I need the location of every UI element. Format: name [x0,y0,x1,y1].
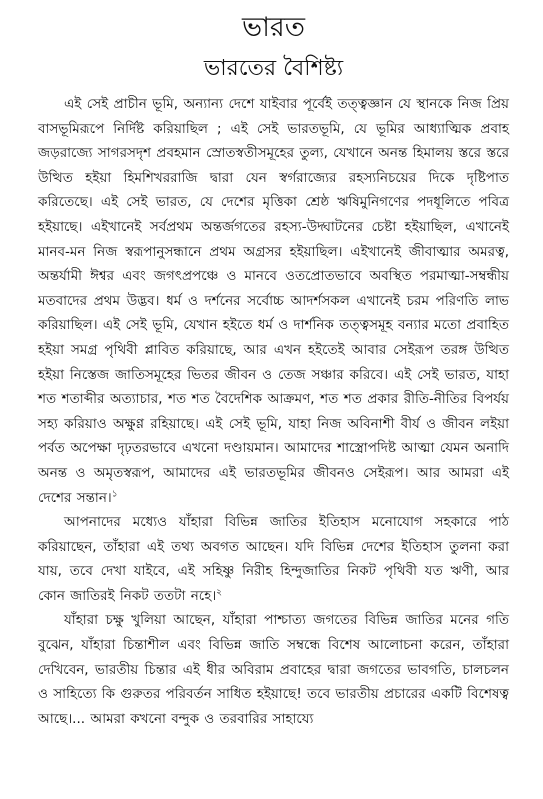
paragraph-text: এই সেই প্রাচীন ভূমি, অন্যান্য দেশে যাইবার পূর্বেই তত্ত্বজ্ঞান যে স্থানকে নিজ প্রিয় বাসভূমিরূপে নির্দিষ্ট করিয়াছিল ; এই সেই ভারতভূমি, যে ভূমির আধ্যাত্মিক প্রবাহ জড়রাজ্যে সাগরসদৃশ প্রবহমান স্রোতস্বতীসমূহের তুল্য, যেখানে অনন্ত হিমালয় স্তরে স্তরে উত্থিত হইয়া হিমশিখররাজি দ্বারা যেন স্বর্গরাজ্যের রহস্যনিচয়ের দিকে দৃষ্টিপাত করিতেছে। এই সেই ভারত, যে দেশের মৃত্তিকা শ্রেষ্ঠ ঋষিমুনিগণের পদধূলিতে পবিত্র হইয়াছে। এইখানেই সর্বপ্রথম অন্তর্জগতের রহস্য-উদ্ঘাটনের চেষ্টা হইয়াছিল, এখানেই মানব-মন নিজ স্বরূপানুসন্ধানে প্রথম অগ্রসর হইয়াছিল। এইখানেই জীবাত্মার অমরত্ব, অন্তর্যামী ঈশ্বর এবং জগৎপ্রপঞ্চে ও মানবে ওতপ্রোতভাবে অবস্থিত পরমাত্মা-সম্বন্ধীয় মতবাদের প্রথম উদ্ভব। ধর্ম ও দর্শনের সর্বোচ্চ আদর্শসকল এখানেই চরম পরিণতি লাভ করিয়াছিল। এই সেই ভূমি, যেখান হইতে ধর্ম ও দার্শনিক তত্ত্বসমূহ বন্যার মতো প্রবাহিত হইয়া সমগ্র পৃথিবী প্লাবিত করিয়াছে, আর এখন হইতেই আবার সেইরূপ তরঙ্গ উত্থিত হইয়া নিস্তেজ জাতিসমূহের ভিতর জীবন ও তেজ সঞ্চার করিবে। এই সেই ভারত, যাহা শত শতাব্দীর অত্যাচার, শত শত বৈদেশিক আক্রমণ, শত শত প্রকার রীতি-নীতির বিপর্যয় সহ্য করিয়াও অক্ষুণ্ণ রহিয়াছে। এই সেই ভূমি, যাহা নিজ অবিনাশী বীর্য ও জীবন লইয়া পর্বত অপেক্ষা দৃঢ়তরভাবে এখনো দণ্ডায়মান। আমাদের শাস্ত্রোপদিষ্ট আত্মা যেমন অনাদি অনন্ত ও অমৃতস্বরূপ, আমাদের এই ভারতভূমির জীবনও সেইরূপ। আর আমরা এই দেশের সন্তান। [38,96,509,506]
section-title: ভারতের বৈশিষ্ট্য [203,56,344,81]
paragraph-2 [38,510,509,608]
footnote-ref: ২ [216,587,223,598]
paragraph-text: আপনাদের মধ্যেও যাঁহারা বিভিন্ন জাতির ইতিহাস মনোযোগ সহকারে পাঠ করিয়াছেন, তাঁহারা এই তথ্য অবগত আছেন। যদি বিভিন্ন দেশের ইতিহাস তুলনা করা যায়, তবে দেখা যাইবে, এই সহিষ্ণু নিরীহ হিন্দুজাতির নিকট পৃথিবী যত ঋণী, আর কোন জাতিরই নিকট ততটা নহে। [38,514,509,604]
footnote-ref: ১ [111,489,118,499]
chapter-title: ভারত [241,12,306,43]
paragraph-1 [38,92,509,510]
paragraph-text: যাঁহারা চক্ষু খুলিয়া আছেন, যাঁহারা পাশ্চাত্য জগতের বিভিন্ন জাতির মনের গতি বুঝেন, যাঁহারা চিন্তাশীল এবং বিভিন্ন জাতি সম্বন্ধে বিশেষ আলোচনা করেন, তাঁহারা দেখিবেন, ভারতীয় চিন্তার এই ধীর অবিরাম প্রবাহের দ্বারা জগতের ভাবগতি, চালচলন ও সাহিত্যে কি গুরুতর পরিবর্তন সাধিত হইয়াছে! তবে ভারতীয় প্রচারের একটি বিশেষত্ব আছে।... আমরা কখনো বন্দুক ও তরবারির সাহায্যে [38,612,509,727]
paragraph-3 [38,608,509,731]
